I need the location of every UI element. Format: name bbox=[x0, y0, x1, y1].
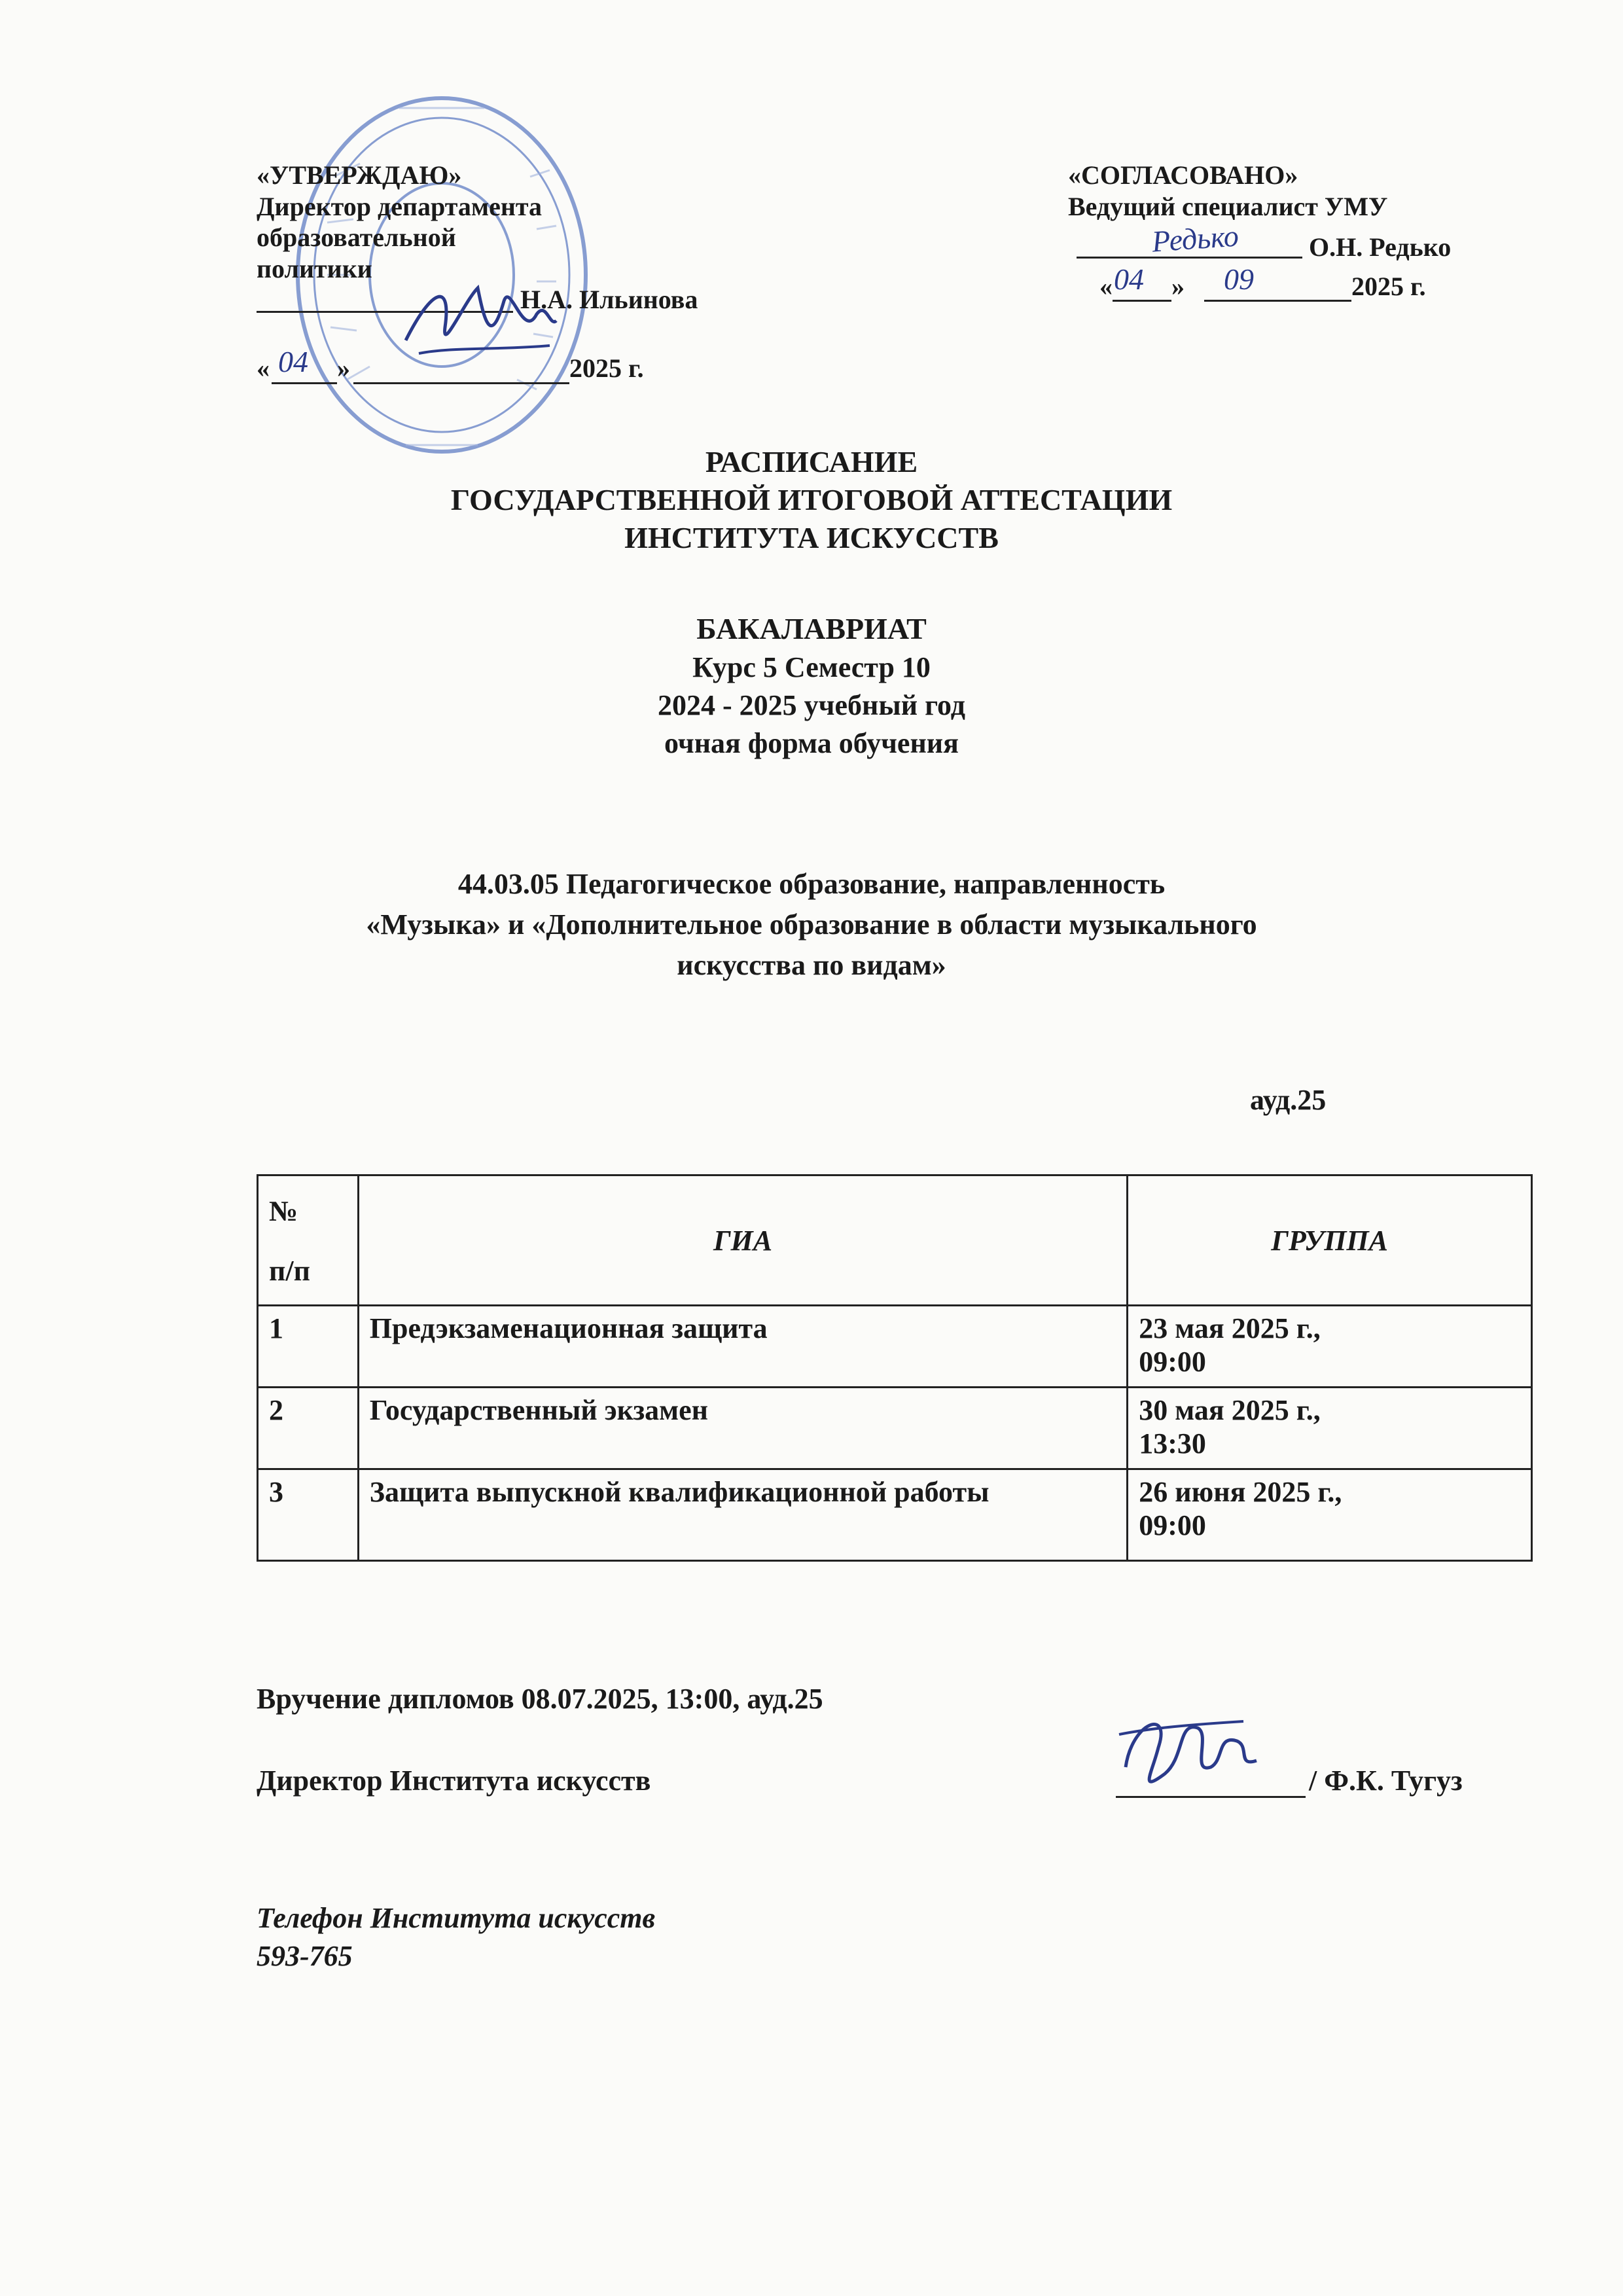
program-line-1: 44.03.05 Педагогическое образование, направленность bbox=[457, 868, 1166, 900]
agree-month-line bbox=[1204, 300, 1351, 302]
table-header-row bbox=[258, 1175, 1532, 1306]
schedule-subtitle-line-2: ИНСТИТУТА ИСКУССТВ bbox=[624, 521, 999, 554]
header-gia: ГИА bbox=[358, 1175, 1127, 1306]
study-form: очная форма обучения bbox=[664, 727, 959, 759]
academic-year: 2024 - 2025 учебный год bbox=[658, 689, 965, 721]
table-row bbox=[258, 1306, 1532, 1388]
director-signature bbox=[1113, 1695, 1270, 1806]
header-number-pp: п/п bbox=[269, 1255, 310, 1287]
row-time: 13:30 bbox=[1139, 1427, 1206, 1460]
approve-position-line-3: политики bbox=[257, 254, 372, 283]
approve-title: «УТВЕРЖДАЮ» bbox=[257, 160, 462, 190]
agree-year: 2025 г. bbox=[1351, 272, 1426, 301]
approve-year: 2025 г. bbox=[569, 353, 644, 383]
approve-date-close-quote: » bbox=[337, 353, 350, 383]
header-group: ГРУППА bbox=[1128, 1175, 1532, 1306]
row-date: 23 мая 2025 г., bbox=[1139, 1312, 1321, 1344]
agree-position: Ведущий специалист УМУ bbox=[1068, 192, 1388, 221]
approve-name: Н.А. Ильинова bbox=[520, 285, 698, 314]
level-heading: БАКАЛАВРИАТ bbox=[696, 612, 927, 645]
approve-day-handwritten: 04 bbox=[278, 345, 308, 378]
row-exam-name: Государственный экзамен bbox=[358, 1388, 1127, 1469]
row-exam-name: Защита выпускной квалификационной работы bbox=[358, 1469, 1127, 1561]
row-exam-name: Предэкзаменационная защита bbox=[358, 1306, 1127, 1388]
schedule-title: РАСПИСАНИЕ bbox=[705, 445, 918, 478]
agree-day-handwritten: 04 bbox=[1114, 262, 1144, 296]
agree-name: О.Н. Редько bbox=[1309, 232, 1452, 262]
row-datetime bbox=[1128, 1388, 1532, 1469]
agree-signature-line bbox=[1077, 257, 1302, 259]
room-label: ауд.25 bbox=[1250, 1084, 1327, 1116]
schedule-subtitle-line-1: ГОСУДАРСТВЕННОЙ ИТОГОВОЙ АТТЕСТАЦИИ bbox=[450, 483, 1173, 516]
phone-number: 593-765 bbox=[257, 1940, 353, 1972]
table-row bbox=[258, 1469, 1532, 1561]
row-datetime bbox=[1128, 1469, 1532, 1561]
agree-day-line bbox=[1113, 300, 1171, 302]
header-number bbox=[258, 1175, 359, 1306]
agree-date-close-quote: » bbox=[1171, 272, 1185, 301]
table-row bbox=[258, 1388, 1532, 1469]
approve-position-line-2: образовательной bbox=[257, 223, 456, 252]
approve-day-line bbox=[272, 382, 337, 384]
row-number: 3 bbox=[258, 1469, 359, 1561]
director-label: Директор Института искусств bbox=[257, 1765, 651, 1797]
course-semester: Курс 5 Семестр 10 bbox=[692, 651, 931, 683]
row-date: 26 июня 2025 г., bbox=[1139, 1476, 1342, 1508]
header-number-sign: № bbox=[269, 1195, 298, 1227]
diploma-ceremony: Вручение дипломов 08.07.2025, 13:00, ауд.25 bbox=[257, 1683, 823, 1715]
row-time: 09:00 bbox=[1139, 1509, 1206, 1541]
row-number: 1 bbox=[258, 1306, 359, 1388]
row-date: 30 мая 2025 г., bbox=[1139, 1394, 1321, 1426]
schedule-table bbox=[257, 1174, 1533, 1562]
agree-date-open-quote: « bbox=[1099, 272, 1113, 301]
row-time: 09:00 bbox=[1139, 1346, 1206, 1378]
agree-title: «СОГЛАСОВАНО» bbox=[1068, 160, 1298, 190]
agree-signature-handwritten: Редько bbox=[1150, 219, 1240, 259]
approve-date-open-quote: « bbox=[257, 353, 270, 383]
approve-position-line-1: Директор департамента bbox=[257, 192, 543, 221]
row-number: 2 bbox=[258, 1388, 359, 1469]
approve-month-line bbox=[353, 382, 569, 384]
phone-label: Телефон Института искусств bbox=[257, 1902, 656, 1934]
agree-month-handwritten: 09 bbox=[1224, 262, 1254, 296]
row-datetime bbox=[1128, 1306, 1532, 1388]
program-line-3: искусства по видам» bbox=[677, 949, 946, 981]
approve-signature bbox=[393, 262, 563, 373]
program-line-2: «Музыка» и «Дополнительное образование в области музыкального bbox=[366, 908, 1257, 941]
director-name: / Ф.К. Тугуз bbox=[1309, 1765, 1463, 1797]
